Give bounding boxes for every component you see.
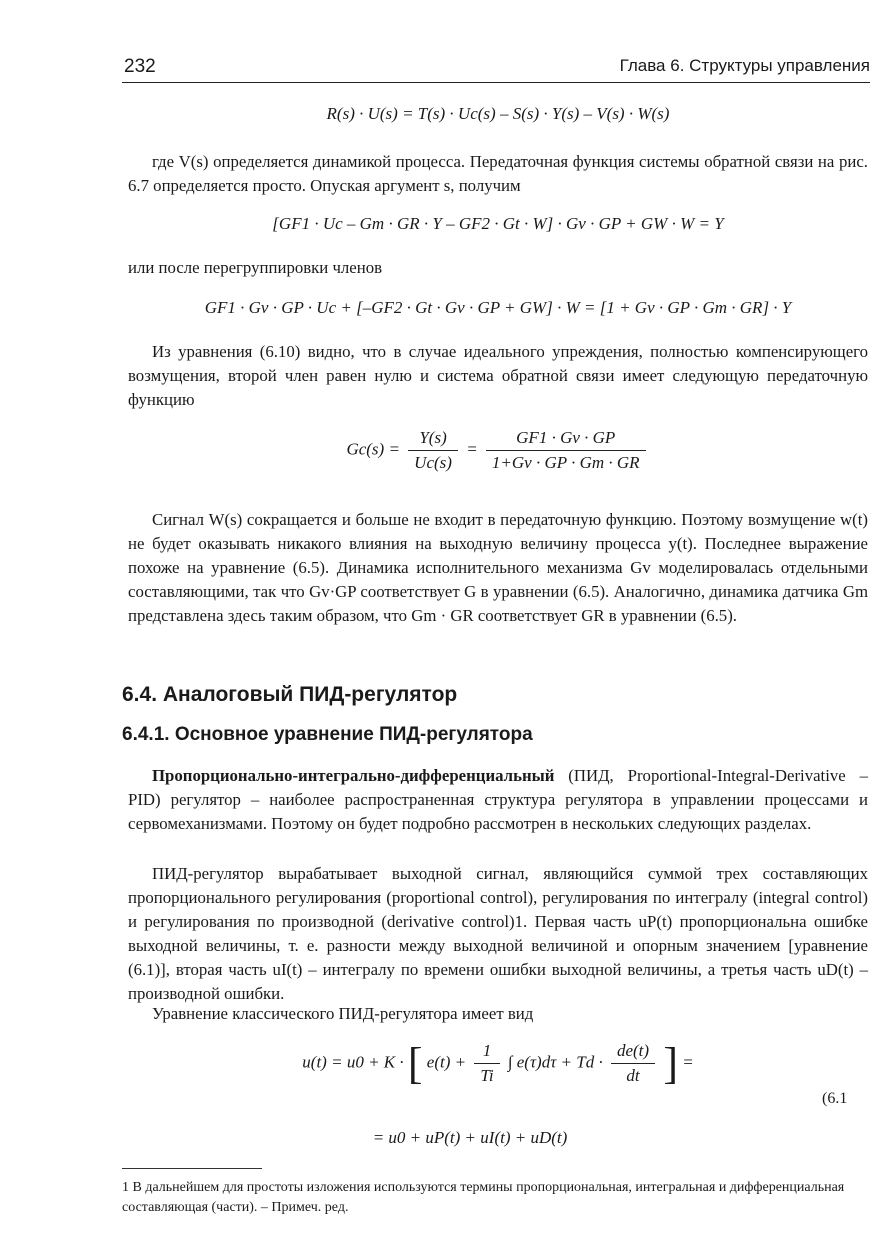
equation-number: (6.1 — [822, 1090, 848, 1107]
equation-1: R(s) · U(s) = T(s) · Uc(s) – S(s) · Y(s) – V(s) · W(s) — [326, 104, 670, 123]
eq4-fraction-1: $\frac{Y(s)}{Uc(s)}$ — [408, 428, 458, 473]
paragraph-7: Уравнение классического ПИД-регулятора имеет вид — [152, 1004, 534, 1023]
eq4-lhs: Gc(s) = — [346, 439, 400, 459]
eq4-fraction-2: $\frac{GF1 \cdot Gv \cdot GP}{1+Gv \cdot GP \cdot Gm \cdot GR}$ — [486, 428, 646, 473]
equation-3: GF1 · Gv · GP · Uc + [–GF2 · Gt · Gv · GP + GW] · W = [1 + Gv · GP · Gm · GR] · Y — [204, 298, 792, 317]
bold-term: Пропорционально-интегрально-дифференциальный — [152, 766, 555, 785]
footnote-rule — [122, 1168, 262, 1169]
paragraph-6: ПИД-регулятор вырабатывает выходной сигнал, являющийся суммой трех составляющих пропорционального регулирования (proportional control), регулирования по интегралу (integral control) и регулирования по производной (derivative control)1. Первая часть uP(t) пропорциональна ошибке выходной величины, т. е. разности между выходной величиной и опорным значением [уравнение (6.1)], вторая часть uI(t) – интегралу по времени ошибки выходной величины, а третья часть uD(t) – производной ошибки. — [128, 864, 868, 1003]
footnote: 1 В дальнейшем для простоты изложения используются термины пропорциональная, интегральная и дифференциальная составляющая (части). – Примеч. ред. — [122, 1180, 845, 1215]
equation-4 — [128, 428, 868, 473]
equation-5-line-1: u(t) = u0 + K · [ e(t) + $\frac{1}{Ti}$ ∫ e(τ)dτ + Td · $\frac{de(t)}{dt}$ ] = — [302, 1039, 694, 1088]
paragraph-5: Пропорционально-интегрально-дифференциальный (ПИД, Proportional-Integral-Derivative – PID) регулятор – наиболее распространенная структура регулятора в управлении процессами и сервомеханизмами. Поэтому он будет подробно рассмотрен в нескольких следующих разделах. — [128, 766, 868, 833]
eq5-fraction: $\frac{1}{Ti}$ — [474, 1041, 499, 1086]
eq4-equals: = — [466, 439, 478, 459]
equation-2: [GF1 · Uc – Gm · GR · Y – GF2 · Gt · W] · Gv · GP + GW · W = Y — [272, 214, 724, 233]
running-header — [122, 50, 870, 83]
left-bracket: [ — [407, 1039, 423, 1088]
eq5-derivative: $\frac{de(t)}{dt}$ — [611, 1041, 655, 1086]
equation-5-line-2: = u0 + uP(t) + uI(t) + uD(t) — [372, 1128, 568, 1147]
paragraph-4: Сигнал W(s) сокращается и больше не входит в передаточную функцию. Поэтому возмущение w(t) не будет оказывать никакого влияния на выходную величину процесса y(t). Последнее выражение похоже на уравнение (6.5). Динамика исполнительного механизма Gv моделировалась отдельными составляющими, так что Gv·GP соответствует G в уравнении (6.5). Аналогично, динамика датчика Gm представлена здесь таким образом, что Gm · GR соответствует GR в уравнении (6.5). — [128, 510, 868, 625]
section-heading: 6.4. Аналоговый ПИД-регулятор — [122, 683, 458, 706]
right-bracket: ] — [663, 1039, 678, 1088]
subsection-heading: 6.4.1. Основное уравнение ПИД-регулятора — [122, 724, 533, 745]
page-number: 232 — [124, 56, 156, 77]
chapter-title: Глава 6. Структуры управления — [619, 56, 870, 75]
paragraph-1: где V(s) определяется динамикой процесса. Передаточная функция системы обратной связи на рис. 6.7 определяется просто. Опуская аргумент s, получим — [128, 152, 868, 195]
paragraph-3: Из уравнения (6.10) видно, что в случае идеального упреждения, полностью компенсирующего возмущения, второй член равен нулю и система обратной связи имеет следующую передаточную функцию — [128, 342, 868, 409]
paragraph-2: или после перегруппировки членов — [128, 258, 383, 277]
